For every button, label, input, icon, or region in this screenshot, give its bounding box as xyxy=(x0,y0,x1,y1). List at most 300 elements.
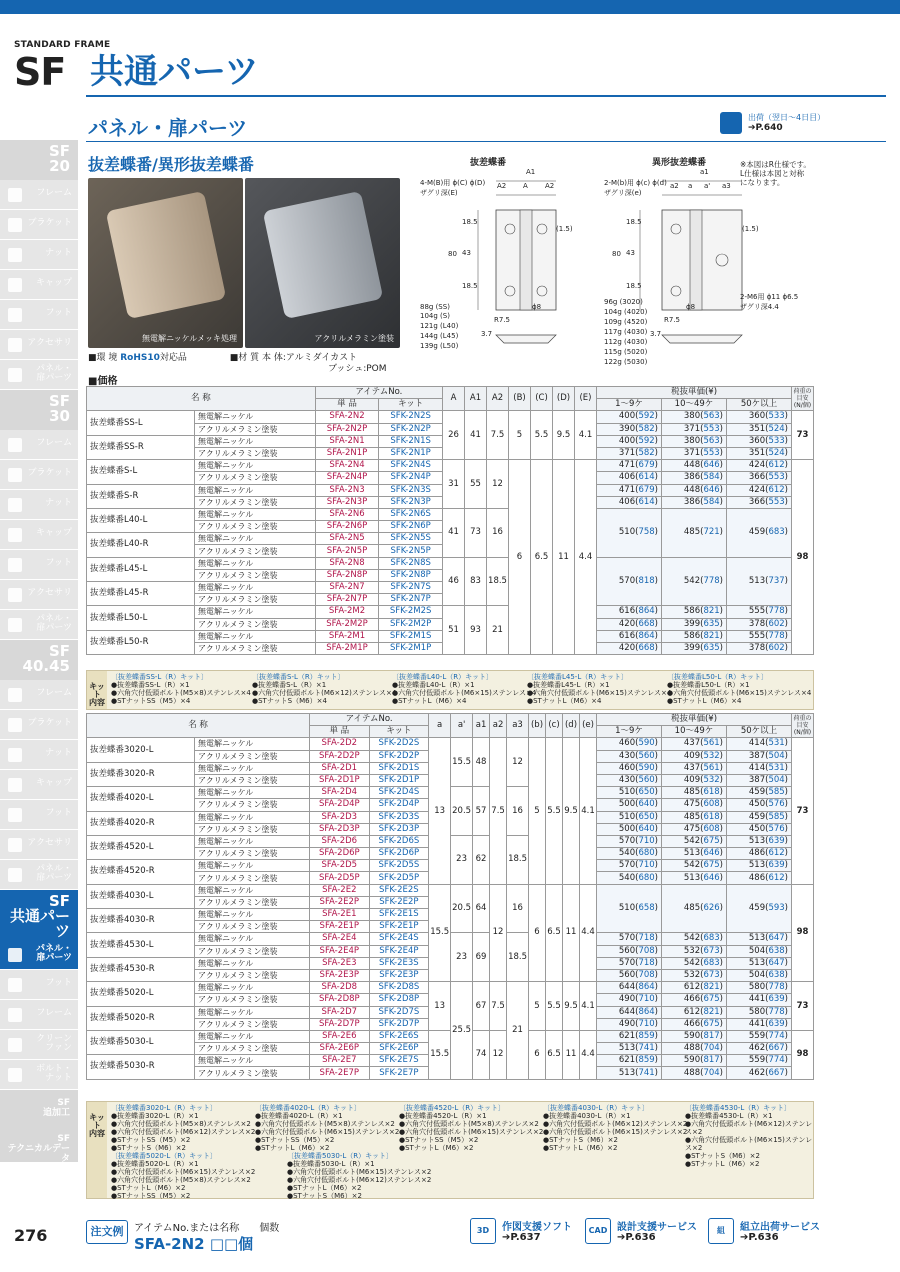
table-cell: SFK-2N5P xyxy=(379,545,443,557)
table-row xyxy=(87,933,814,945)
table-cell: SFA-2D5P xyxy=(310,872,369,884)
table-cell: アクリルメラミン塗装 xyxy=(195,750,310,762)
price-value: 570 xyxy=(618,957,636,968)
table-cell: 抜差蝶番L40-R xyxy=(87,533,195,557)
price-incl-tax: 741 xyxy=(638,1067,655,1078)
table-cell: SFA-2N5 xyxy=(315,533,379,545)
table-cell: 9.5 xyxy=(563,982,580,1031)
dimension-label: 112g (4030) xyxy=(604,338,648,346)
dimension-label: 117g (4030) xyxy=(604,328,648,336)
price-cell: 466(675) xyxy=(662,1018,727,1030)
price-value: 380 xyxy=(683,411,701,422)
sidebar-item-label: ボルト・ ナット xyxy=(35,1064,72,1083)
price-incl-tax: 675 xyxy=(703,994,720,1005)
category-icon xyxy=(8,498,22,512)
price-cell: 644(864) xyxy=(597,1006,662,1018)
price-cell: 459(585) xyxy=(727,787,792,799)
price-value: 542 xyxy=(683,835,701,846)
table-cell: SFK-2M2P xyxy=(379,618,443,630)
price-value: 559 xyxy=(748,1030,766,1041)
table-cell: 無電解ニッケル xyxy=(195,1006,310,1018)
shipping-label: 出荷（翌日〜4日目） xyxy=(748,113,826,122)
price-incl-tax: 584 xyxy=(703,496,720,507)
table-cell: SFK-2D6S xyxy=(369,835,429,847)
price-cell: 366(553) xyxy=(727,472,792,484)
table-cell: アクリルメラミン塗装 xyxy=(195,774,310,786)
table-cell: 5.5 xyxy=(546,738,563,884)
price-incl-tax: 774 xyxy=(768,1055,785,1066)
table-cell: 98 xyxy=(792,460,814,655)
header-divider xyxy=(86,95,886,97)
table-cell: SFA-2E1P xyxy=(310,921,369,933)
price-cell: 360(533) xyxy=(727,411,792,423)
service-design-support[interactable] xyxy=(585,1218,705,1246)
order-example-value: SFA-2N2 □□個 xyxy=(134,1235,254,1253)
price-value: 513 xyxy=(683,848,701,859)
price-incl-tax: 821 xyxy=(703,982,720,993)
price-incl-tax: 626 xyxy=(703,903,720,913)
table-cell: 税抜単価(¥) xyxy=(597,714,792,726)
table-cell: SFK-2N4P xyxy=(379,472,443,484)
price-cell: 448(646) xyxy=(662,484,727,496)
spec-block xyxy=(88,353,387,375)
category-icon xyxy=(8,468,22,482)
table-cell: A1 xyxy=(465,387,487,411)
price-incl-tax: 576 xyxy=(768,799,785,810)
sidebar-group-code[interactable]: SF 追加工 xyxy=(0,1090,78,1126)
kit-line: ●STナットSS（M5）×2 xyxy=(255,1136,335,1144)
sidebar-group-code[interactable]: SF テクニカルデータ xyxy=(0,1126,78,1162)
price-value: 386 xyxy=(683,472,701,483)
truck-icon xyxy=(720,112,742,134)
sidebar-item[interactable] xyxy=(0,830,78,860)
table-cell: SFA-2N5P xyxy=(315,545,379,557)
category-icon xyxy=(8,948,22,962)
table-cell: SFA-2D4P xyxy=(310,799,369,811)
table-cell: SFA-2D3P xyxy=(310,823,369,835)
price-cell: 360(533) xyxy=(727,435,792,447)
table-cell: 無電解ニッケル xyxy=(195,484,316,496)
table-cell: SFK-2D4P xyxy=(369,799,429,811)
price-incl-tax: 778 xyxy=(768,1006,785,1017)
price-cell: 390(582) xyxy=(597,423,662,435)
table-cell: SFK-2N2S xyxy=(379,411,443,423)
sidebar-item-label: キャップ xyxy=(35,778,72,788)
category-icon xyxy=(8,558,22,572)
service-assembly[interactable] xyxy=(708,1218,838,1246)
price-cell: 420(668) xyxy=(597,618,662,630)
kit-heading: 〔抜差蝶番L45-L（R）キット〕 xyxy=(527,673,628,681)
sidebar-item[interactable] xyxy=(0,300,78,330)
sidebar-group-code[interactable]: SF 共通パーツ xyxy=(0,890,78,940)
price-cell: 485(721) xyxy=(662,508,727,557)
table-cell: SFA-2D8 xyxy=(310,982,369,994)
table-cell: a3 xyxy=(507,714,529,738)
price-incl-tax: 680 xyxy=(638,848,655,859)
price-incl-tax: 647 xyxy=(768,957,785,968)
sidebar-item[interactable] xyxy=(0,490,78,520)
table-cell: 15.5 xyxy=(451,738,473,787)
category-icon xyxy=(8,838,22,852)
sidebar-item[interactable] xyxy=(0,460,78,490)
table-cell: 抜差蝶番S-R xyxy=(87,484,195,508)
sidebar-item[interactable] xyxy=(0,680,78,710)
table-cell: SFA-2D6 xyxy=(310,835,369,847)
table-cell: アクリルメラミン塗装 xyxy=(195,569,316,581)
price-incl-tax: 718 xyxy=(638,933,655,944)
table-cell: SFA-2E7P xyxy=(310,1067,369,1079)
price-incl-tax: 704 xyxy=(703,1067,720,1078)
table-cell: 11 xyxy=(553,460,575,655)
table-cell: SFK-2E4S xyxy=(369,933,429,945)
sidebar-item[interactable] xyxy=(0,1060,78,1090)
photo-caption: アクリルメラミン塗装 xyxy=(314,334,394,343)
sidebar-item-label: クリーン ファン xyxy=(36,1034,72,1053)
sidebar-item-label: フレーム xyxy=(36,1008,72,1018)
price-value: 513 xyxy=(683,872,701,883)
table-cell: SFK-2D8P xyxy=(369,994,429,1006)
kit-heading: 〔抜差蝶番4520-L（R）キット〕 xyxy=(399,1104,505,1112)
sidebar-item[interactable] xyxy=(0,1000,78,1030)
table-cell: 抜差蝶番4030-L xyxy=(87,884,195,908)
sidebar-item-label: フット xyxy=(45,808,72,818)
price-incl-tax: 608 xyxy=(703,799,720,810)
table-cell: 抜差蝶番L50-L xyxy=(87,606,195,630)
category-icon xyxy=(8,438,22,452)
price-cell: 590(817) xyxy=(662,1055,727,1067)
table-cell: 7.5 xyxy=(487,411,509,460)
kit-heading: 〔抜差蝶番3020-L（R）キット〕 xyxy=(111,1104,217,1112)
table-cell: SFK-2N6P xyxy=(379,521,443,533)
env-suffix: 対応品 xyxy=(159,353,187,363)
table-cell: SFA-2E4P xyxy=(310,945,369,957)
table-cell: 6 xyxy=(509,460,531,655)
category-icon xyxy=(8,1068,22,1082)
price-cell: 488(704) xyxy=(662,1043,727,1055)
table-cell: 6.5 xyxy=(546,884,563,982)
hinge-image xyxy=(106,191,227,319)
order-example-label: アイテムNo.または名称 個数 xyxy=(134,1223,280,1234)
price-value: 542 xyxy=(683,576,701,586)
price-cell: 366(553) xyxy=(727,496,792,508)
kit-column xyxy=(252,673,396,705)
table-row xyxy=(87,787,814,799)
table-cell: 5.5 xyxy=(546,982,563,1031)
price-value: 366 xyxy=(748,496,766,507)
bush-material: ブッシュ:POM xyxy=(328,364,387,374)
category-icon xyxy=(8,808,22,822)
kit-column xyxy=(685,1104,813,1168)
product-photo-nickel xyxy=(88,178,243,348)
sidebar-item-label: フット xyxy=(45,308,72,318)
category-icon xyxy=(8,368,22,382)
table-cell: SFK-2D7S xyxy=(369,1006,429,1018)
table-cell: 抜差蝶番4030-R xyxy=(87,909,195,933)
price-incl-tax: 561 xyxy=(703,738,720,749)
sidebar-item[interactable] xyxy=(0,940,78,970)
price-value: 366 xyxy=(748,472,766,483)
sidebar-item[interactable] xyxy=(0,270,78,300)
sidebar-item[interactable] xyxy=(0,360,78,390)
table-cell: 98 xyxy=(792,884,814,982)
price-incl-tax: 612 xyxy=(768,848,785,859)
price-value: 386 xyxy=(683,496,701,507)
sidebar-item-label: ナット xyxy=(45,748,72,758)
table-cell: SFA-2N7 xyxy=(315,582,379,594)
table-cell: 無電解ニッケル xyxy=(195,909,310,921)
price-cell: 351(524) xyxy=(727,423,792,435)
sidebar-item-label: キャップ xyxy=(35,528,72,538)
price-incl-tax: 638 xyxy=(768,970,785,981)
sidebar-item[interactable] xyxy=(0,740,78,770)
dimension-label: A2 xyxy=(545,182,555,190)
sidebar-item[interactable] xyxy=(0,180,78,210)
price-cell: 424(612) xyxy=(727,460,792,472)
price-value: 485 xyxy=(683,811,701,822)
price-cell: 475(608) xyxy=(662,823,727,835)
price-cell: 380(563) xyxy=(662,435,727,447)
service-drawing-software[interactable] xyxy=(470,1218,590,1246)
service-title: 組立出荷サービス xyxy=(740,1222,820,1233)
price-value: 590 xyxy=(683,1055,701,1066)
table-cell: A xyxy=(443,387,465,411)
table-cell: 抜差蝶番4020-L xyxy=(87,787,195,811)
price-value: 430 xyxy=(618,775,636,786)
rohs-badge: RoHS10 xyxy=(120,353,160,363)
price-value: 409 xyxy=(683,775,701,786)
sidebar-item[interactable] xyxy=(0,860,78,890)
price-cell: 644(864) xyxy=(597,982,662,994)
table-cell: (b) xyxy=(529,714,546,738)
dimension-label: 43 xyxy=(626,249,635,257)
price-value: 437 xyxy=(683,738,701,749)
price-cell: 386(584) xyxy=(662,496,727,508)
kit-line: ●抜差蝶番4030-L（R）×1 xyxy=(543,1112,631,1120)
table-cell: 抜差蝶番L40-L xyxy=(87,508,195,532)
price-incl-tax: 710 xyxy=(638,835,655,846)
table-cell: 12 xyxy=(490,1030,507,1079)
price-cell: 378(602) xyxy=(727,642,792,654)
table-cell: 64 xyxy=(473,884,490,933)
sidebar-item[interactable] xyxy=(0,710,78,740)
kit-line: ●六角穴付低頭ボルト(M5×8)ステンレス×2 xyxy=(111,1120,251,1128)
table-cell: 46 xyxy=(443,557,465,606)
price-cell: 371(582) xyxy=(597,447,662,459)
price-incl-tax: 635 xyxy=(703,618,720,629)
price-cell: 460(590) xyxy=(597,738,662,750)
price-cell: 513(737) xyxy=(727,557,792,606)
price-cell: 400(592) xyxy=(597,411,662,423)
price-table-1 xyxy=(86,386,814,655)
dimension-label: 4-M(B)用 ϕ(C) ϕ(D) xyxy=(420,179,486,187)
kit-column xyxy=(111,1104,255,1152)
price-value: 560 xyxy=(618,945,636,956)
price-incl-tax: 821 xyxy=(703,1006,720,1017)
sidebar-group-code[interactable]: SF 40.45 xyxy=(0,640,78,680)
table-cell: SFK-2N8P xyxy=(379,569,443,581)
price-value: 378 xyxy=(748,618,766,629)
sidebar-item[interactable] xyxy=(0,520,78,550)
price-value: 542 xyxy=(683,933,701,944)
sidebar-item-label: パネル・ 扉パーツ xyxy=(35,864,72,883)
price-cell: 450(576) xyxy=(727,823,792,835)
table-cell: 12 xyxy=(507,738,529,787)
table-cell: 13 xyxy=(429,982,451,1031)
price-cell: 559(774) xyxy=(727,1030,792,1042)
table-cell: SFA-2N2P xyxy=(315,423,379,435)
price-incl-tax: 639 xyxy=(768,1018,785,1029)
sidebar-item[interactable] xyxy=(0,210,78,240)
table-cell: 11 xyxy=(563,884,580,982)
kit-heading: 〔抜差蝶番S-L（R）キット〕 xyxy=(252,673,345,681)
sidebar-group-code[interactable]: SF 30 xyxy=(0,390,78,430)
price-cell: 406(614) xyxy=(597,496,662,508)
brand-title: 共通パーツ xyxy=(90,52,259,92)
price-incl-tax: 618 xyxy=(703,787,720,798)
price-value: 399 xyxy=(683,618,701,629)
dimension-label: ザグリ深4.4 xyxy=(740,303,779,311)
table-cell: 98 xyxy=(792,1030,814,1079)
price-value: 570 xyxy=(618,933,636,944)
kit-heading: 〔抜差蝶番4020-L（R）キット〕 xyxy=(255,1104,361,1112)
category-icon xyxy=(8,618,22,632)
service-title: 作図支援ソフト xyxy=(502,1222,572,1233)
table-cell: 5.5 xyxy=(531,411,553,460)
sidebar-item-label: パネル・ 扉パーツ xyxy=(35,614,72,633)
price-value: 590 xyxy=(683,1030,701,1041)
table-cell: 74 xyxy=(473,1030,490,1079)
table-cell: SFK-2D5S xyxy=(369,860,429,872)
price-value: 360 xyxy=(748,411,766,422)
shipping-info[interactable] xyxy=(720,112,830,138)
kit-line: ●抜差蝶番5030-L（R）×1 xyxy=(287,1160,375,1168)
table-cell: アクリルメラミン塗装 xyxy=(195,618,316,630)
kit-line: ●六角穴付低頭ボルト(M6×12)ステンレス×2 xyxy=(685,1120,813,1136)
price-cell: 386(584) xyxy=(662,472,727,484)
table-cell: SFA-2D3 xyxy=(310,811,369,823)
dimension-label: a xyxy=(688,182,693,190)
sidebar-item[interactable] xyxy=(0,550,78,580)
table-cell: 21 xyxy=(507,982,529,1080)
category-icon xyxy=(8,718,22,732)
price-incl-tax: 585 xyxy=(768,787,785,798)
sidebar-item[interactable] xyxy=(0,800,78,830)
price-value: 513 xyxy=(618,1043,636,1054)
table-cell: 15.5 xyxy=(429,884,451,982)
table-row xyxy=(87,606,814,618)
sidebar-item[interactable] xyxy=(0,970,78,1000)
sidebar-item[interactable] xyxy=(0,610,78,640)
price-cell: 612(821) xyxy=(662,1006,727,1018)
price-value: 387 xyxy=(748,775,766,786)
dimension-label: R7.5 xyxy=(664,316,680,324)
table-cell: 無電解ニッケル xyxy=(195,787,310,799)
price-value: 414 xyxy=(748,762,766,773)
price-cell: 430(560) xyxy=(597,774,662,786)
sidebar-item-label: ナット xyxy=(45,248,72,258)
sidebar-item-label: フレーム xyxy=(36,688,72,698)
price-cell: 586(821) xyxy=(662,630,727,642)
table-cell: SFK-2D3S xyxy=(369,811,429,823)
sidebar-group-code[interactable]: SF 20 xyxy=(0,140,78,180)
table-cell: SFA-2N4P xyxy=(315,472,379,484)
price-incl-tax: 647 xyxy=(768,933,785,944)
price-cell: 513(646) xyxy=(662,872,727,884)
kit-line: ●六角穴付低頭ボルト(M6×12)ステンレス×2 xyxy=(287,1176,432,1184)
price-incl-tax: 553 xyxy=(703,423,720,434)
kit-column xyxy=(667,673,811,705)
sidebar-item[interactable] xyxy=(0,1030,78,1060)
price-value: 612 xyxy=(683,982,701,993)
table-cell: (C) xyxy=(531,387,553,411)
table-cell: a2 xyxy=(490,714,507,738)
table-cell: 21 xyxy=(487,606,509,655)
kit-contents-2 xyxy=(86,1101,814,1199)
price-value: 513 xyxy=(748,576,766,586)
table-cell: 93 xyxy=(465,606,487,655)
dimension-label: 121g (L40) xyxy=(420,322,459,330)
table-cell: SFK-2E2S xyxy=(369,884,429,896)
table-cell: SFK-2D4S xyxy=(369,787,429,799)
category-icon xyxy=(8,778,22,792)
table-cell: 無電解ニッケル xyxy=(195,508,316,520)
table-cell: 抜差蝶番5020-R xyxy=(87,1006,195,1030)
dimension-label: 122g (5030) xyxy=(604,358,648,366)
price-incl-tax: 710 xyxy=(638,860,655,871)
kit-line: ●抜差蝶番L40-L（R）×1 xyxy=(392,681,475,689)
table-cell: SFA-2D1 xyxy=(310,762,369,774)
kit-tag: キット 内容 xyxy=(87,671,107,709)
dimension-label: 144g (L45) xyxy=(420,332,459,340)
table-cell: 抜差蝶番3020-L xyxy=(87,738,195,762)
table-cell: 無電解ニッケル xyxy=(195,1030,310,1042)
table-cell: アクリルメラミン塗装 xyxy=(195,969,310,981)
price-value: 459 xyxy=(748,787,766,798)
table-cell: SFK-2N2P xyxy=(379,423,443,435)
table-cell: 無電解ニッケル xyxy=(195,533,316,545)
sidebar-item[interactable] xyxy=(0,240,78,270)
dimension-label: 80 xyxy=(612,250,621,258)
price-cell: 400(592) xyxy=(597,435,662,447)
price-incl-tax: 859 xyxy=(638,1030,655,1041)
table-cell: SFK-2N8S xyxy=(379,557,443,569)
kit-line: ●STナットS（M6）×2 xyxy=(287,1192,362,1200)
sidebar-item[interactable] xyxy=(0,580,78,610)
price-incl-tax: 602 xyxy=(768,643,785,654)
table-cell: 無電解ニッケル xyxy=(195,606,316,618)
kit-line: ●六角穴付低頭ボルト(M6×12)ステンレス×4 xyxy=(252,689,397,697)
price-value: 424 xyxy=(748,484,766,495)
table-cell: 名 称 xyxy=(87,387,316,411)
kit-line: ●抜差蝶番L45-L（R）×1 xyxy=(527,681,610,689)
section-divider xyxy=(86,141,886,142)
table-cell: 抜差蝶番SS-L xyxy=(87,411,195,435)
price-cell: 486(612) xyxy=(727,848,792,860)
price-cell: 460(590) xyxy=(597,762,662,774)
price-value: 430 xyxy=(618,750,636,761)
price-cell: 540(680) xyxy=(597,848,662,860)
table-header-row xyxy=(87,387,814,399)
table-cell: SFK-2E6S xyxy=(369,1030,429,1042)
table-cell: 無電解ニッケル xyxy=(195,435,316,447)
price-value: 441 xyxy=(748,1018,766,1029)
price-cell: 513(646) xyxy=(662,848,727,860)
price-cell: 513(647) xyxy=(727,957,792,969)
sidebar-item[interactable] xyxy=(0,770,78,800)
sidebar-item[interactable] xyxy=(0,330,78,360)
sidebar-item[interactable] xyxy=(0,430,78,460)
price-cell: 485(618) xyxy=(662,787,727,799)
